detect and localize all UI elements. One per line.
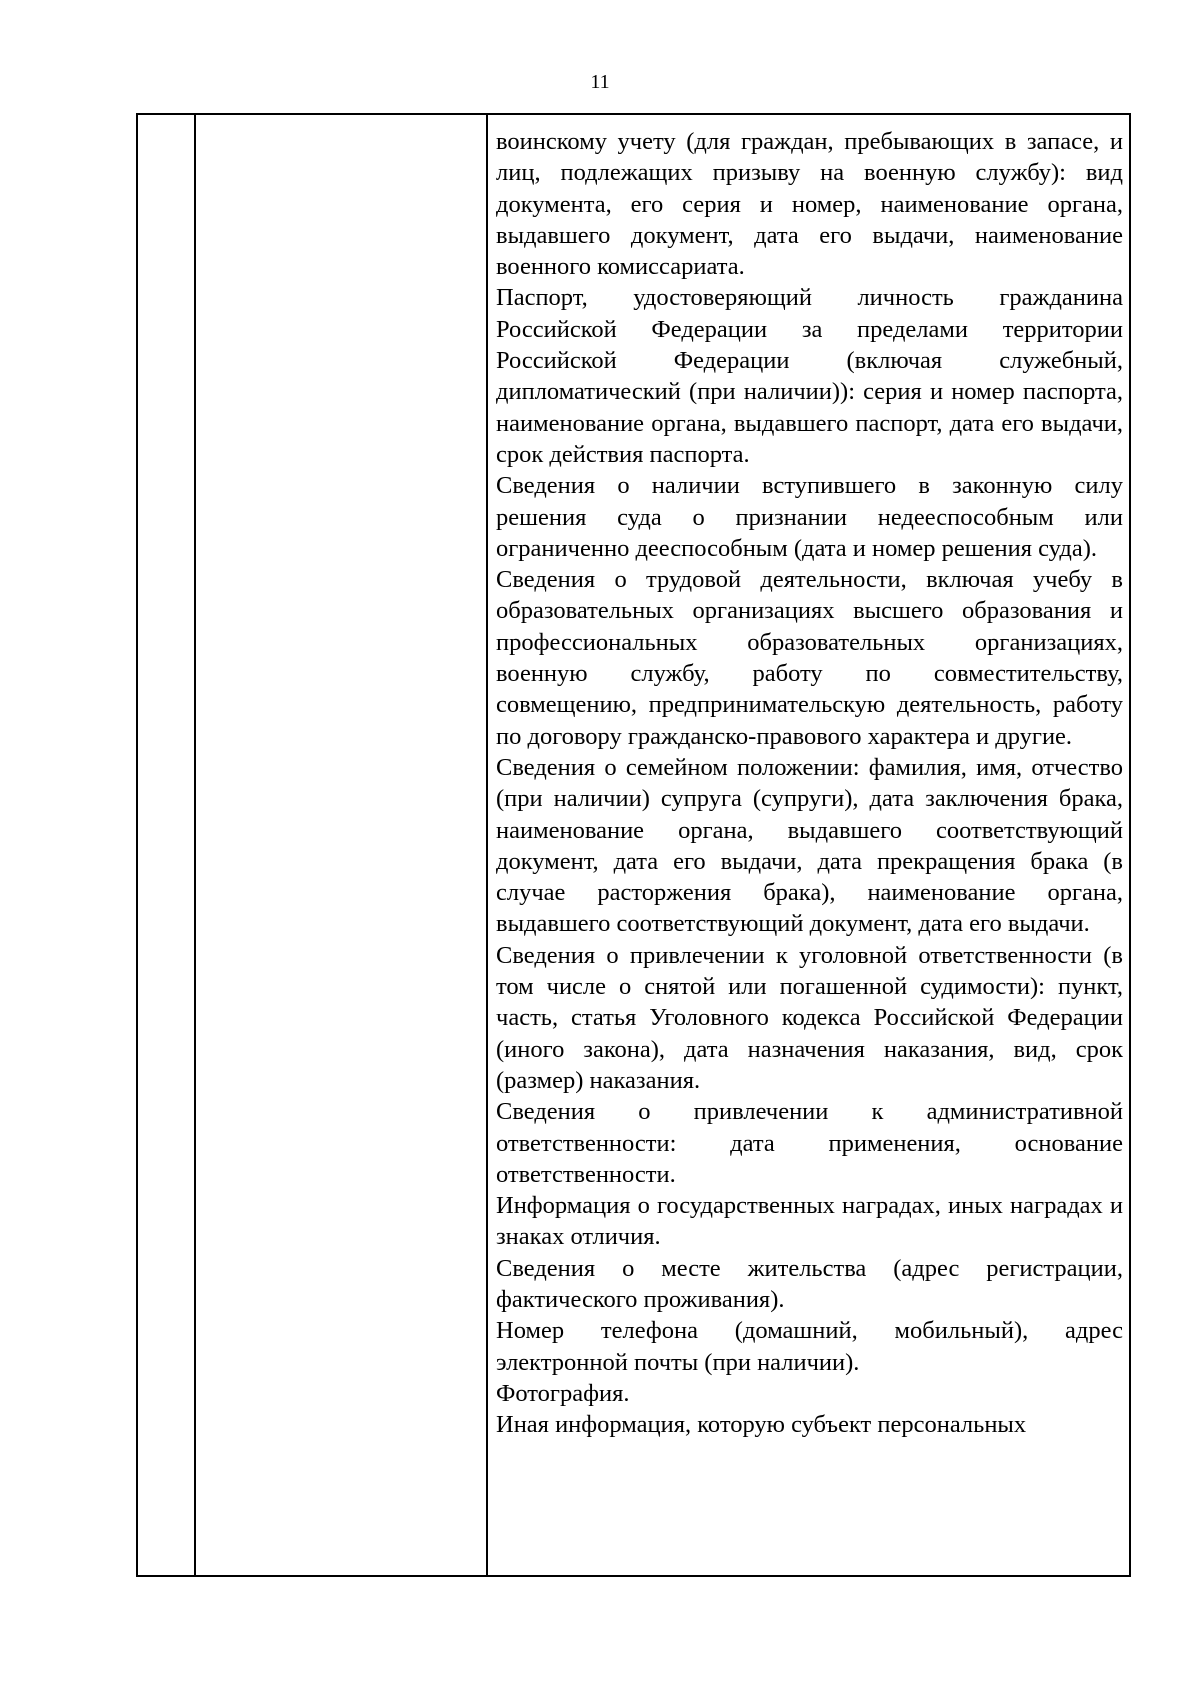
paragraph-awards: Информация о государственных наградах, иных наградах и знаках отличия.	[496, 1192, 1123, 1251]
paragraph-military-record: воинскому учету (для граждан, пребывающих в запасе, и лиц, подлежащих призыву на военную службу): вид документа, его серия и номер, наименование органа, выдавшего документ, дата его выдачи, наименование военного комиссариата.	[496, 128, 1123, 281]
paragraph-other-info: Иная информация, которую субъект персональных	[496, 1411, 1027, 1439]
table-text-cell	[496, 126, 1123, 1440]
paragraph-employment: Сведения о трудовой деятельности, включая учебу в образовательных организациях высшего образования и профессиональных образовательных организациях, военную службу, работу по совместительству, совмещению, предпринимательскую деятельность, работу по договору гражданско-правового характера и другие.	[496, 566, 1123, 750]
paragraph-photo: Фотография.	[496, 1379, 630, 1407]
document-table	[136, 113, 1131, 1577]
page-number: 11	[590, 71, 610, 93]
table-column-divider-2	[486, 115, 488, 1575]
paragraph-residence: Сведения о месте жительства (адрес регистрации, фактического проживания).	[496, 1254, 1123, 1313]
paragraph-criminal-liability: Сведения о привлечении к уголовной ответственности (в том числе о снятой или погашенной судимости): пункт, часть, статья Уголовного кодекса Российской Федерации (иного закона), дата назначения наказания, вид, срок (размер) наказания.	[496, 941, 1123, 1094]
table-column-divider-1	[194, 115, 196, 1575]
paragraph-foreign-passport: Паспорт, удостоверяющий личность гражданина Российской Федерации за пределами территории Российской Федерации (включая служебный, дипломатический (при наличии)): серия и номер паспорта, наименование органа, выдавшего паспорт, дата его выдачи, срок действия паспорта.	[496, 284, 1123, 468]
paragraph-administrative-liability: Сведения о привлечении к административной ответственности: дата применения, основание ответственности.	[496, 1098, 1123, 1188]
paragraph-phone-email: Номер телефона (домашний, мобильный), адрес электронной почты (при наличии).	[496, 1317, 1123, 1376]
paragraph-marital-status: Сведения о семейном положении: фамилия, имя, отчество (при наличии) супруга (супруги), дата заключения брака, наименование органа, выдавшего соответствующий документ, дата его выдачи, дата прекращения брака (в случае расторжения брака), наименование органа, выдавшего соответствующий документ, дата его выдачи.	[496, 753, 1123, 938]
paragraph-court-decision: Сведения о наличии вступившего в законную силу решения суда о признании недееспособным или ограниченно дееспособным (дата и номер решения суда).	[496, 472, 1123, 562]
